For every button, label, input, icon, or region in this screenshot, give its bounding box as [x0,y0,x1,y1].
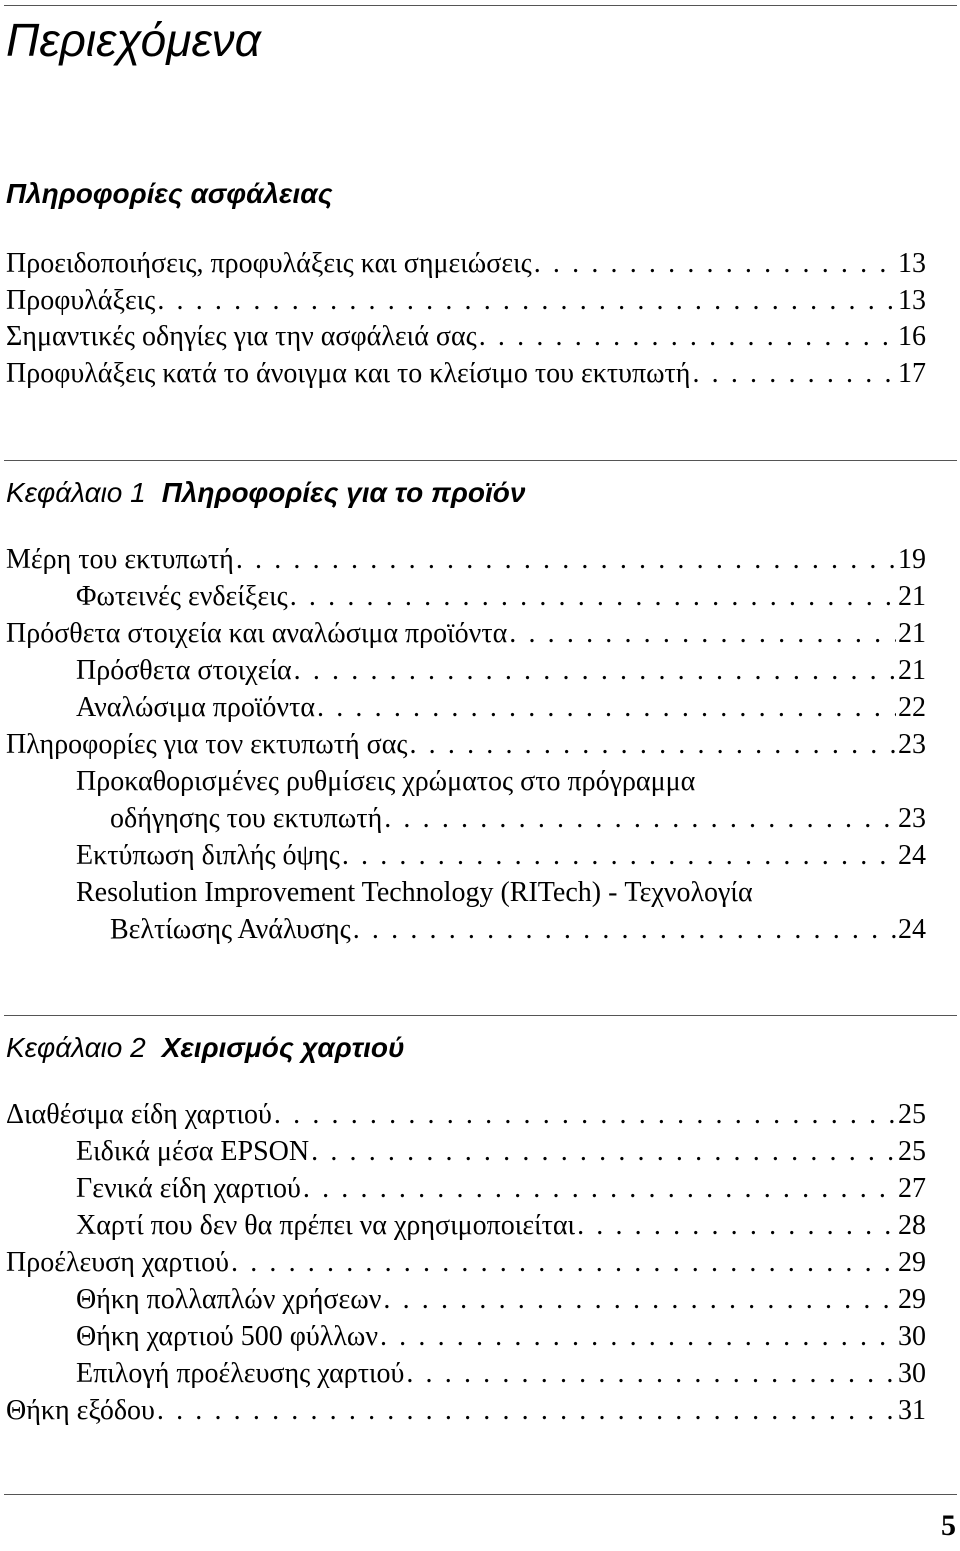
chapter-heading-1 [6,475,525,511]
toc-entry-page: 19 [898,544,926,575]
toc-entry-page: 13 [898,285,926,316]
toc-entry-page: 22 [898,692,926,723]
toc-subentry[interactable] [76,1207,926,1244]
toc-subentry[interactable] [76,652,926,689]
dot-leader [384,800,896,837]
toc-entry-title: Προφυλάξεις κατά το άνοιγμα και το κλείσιμο του εκτυπωτή [6,358,691,389]
toc-subentry-title-line1[interactable]: Resolution Improvement Technology (RITech) - Τεχνολογία [76,877,753,908]
toc-entry-title: Γενικά είδη χαρτιού [76,1173,301,1204]
dot-leader [303,1170,896,1207]
toc-subentry[interactable] [76,1133,926,1170]
toc-entry-page: 24 [898,840,926,871]
toc-subentry[interactable] [76,1318,926,1355]
section-title: Πληροφορίες ασφάλειας [6,178,333,209]
chapter-title: Χειρισμός χαρτιού [161,1032,405,1063]
toc-entry-title: Θήκη πολλαπλών χρήσεων [76,1284,382,1315]
toc-entry-page: 16 [898,321,926,352]
chapter-heading-2 [6,1030,405,1066]
toc-entry-page: 27 [898,1173,926,1204]
toc-entry-title: Φωτεινές ενδείξεις [76,581,288,612]
dot-leader [231,1244,896,1281]
toc-entry-page: 30 [898,1358,926,1389]
dot-leader [692,355,896,392]
toc-entry-title: Πρόσθετα στοιχεία [76,655,292,686]
toc-entry[interactable] [6,318,926,355]
toc-entry-title: Επιλογή προέλευσης χαρτιού [76,1358,405,1389]
toc-entry-page: 29 [898,1284,926,1315]
chapter-label: Κεφάλαιο 1 [6,477,146,508]
toc-entry-title: Χαρτί που δεν θα πρέπει να χρησιμοποιείται [76,1210,576,1241]
dot-leader [479,318,896,355]
dot-leader [290,578,896,615]
toc-entry-page: 30 [898,1321,926,1352]
dot-leader [274,1096,896,1133]
toc-entry-page: 13 [898,248,926,279]
dot-leader [509,615,896,652]
dot-leader [342,837,896,874]
toc-entry-title: Διαθέσιμα είδη χαρτιού [6,1099,272,1130]
toc-entry-page: 23 [898,803,926,834]
toc-entry-page: 29 [898,1247,926,1278]
toc-entry-title: Ειδικά μέσα EPSON [76,1136,310,1167]
toc-entry[interactable] [6,615,926,652]
toc-entry-title: Αναλώσιμα προϊόντα [76,692,316,723]
toc-entry-page: 21 [898,655,926,686]
chapter-rule [4,460,957,461]
toc-entry-title: Πληροφορίες για τον εκτυπωτή σας [6,729,408,760]
toc-subentry[interactable] [76,837,926,874]
toc-entry[interactable] [6,541,926,578]
dot-leader [317,689,896,726]
dot-leader [577,1207,896,1244]
toc-entry-title: Θήκη χαρτιού 500 φύλλων [76,1321,378,1352]
dot-leader [157,1392,896,1429]
toc-entry-title: Πρόσθετα στοιχεία και αναλώσιμα προϊόντα [6,618,508,649]
toc-entry-page: 31 [898,1395,926,1426]
dot-leader [236,541,896,578]
toc-subentry[interactable] [76,578,926,615]
toc-entry-page: 21 [898,618,926,649]
toc-subentry[interactable] [110,800,926,837]
toc-subentry[interactable] [76,1281,926,1318]
toc-subentry[interactable] [76,689,926,726]
toc-subentry[interactable] [110,911,926,948]
toc-entry[interactable] [6,1096,926,1133]
chapter-rule [4,1015,957,1016]
dot-leader [409,726,896,763]
toc-entry[interactable] [6,1244,926,1281]
toc-entry-page: 17 [898,358,926,389]
toc-entry[interactable] [6,245,926,282]
dot-leader [534,245,896,282]
toc-entry-title: Προφυλάξεις [6,285,156,316]
toc-entry-page: 25 [898,1099,926,1130]
toc-entry-title: Βελτίωσης Ανάλυσης [110,914,351,945]
toc-entry[interactable] [6,282,926,319]
toc-subentry-title-line1[interactable]: Προκαθορισμένες ρυθμίσεις χρώματος στο πρόγραμμα [76,766,696,797]
chapter-title: Πληροφορίες για το προϊόν [161,477,526,508]
toc-entry-page: 21 [898,581,926,612]
toc-entry[interactable] [6,355,926,392]
footer-rule [4,1494,957,1495]
toc-entry-page: 28 [898,1210,926,1241]
dot-leader [311,1133,896,1170]
toc-entry-page: 23 [898,729,926,760]
dot-leader [353,911,896,948]
toc-entry-page: 25 [898,1136,926,1167]
toc-entry[interactable] [6,726,926,763]
dot-leader [157,282,896,319]
toc-entry-title: οδήγησης του εκτυπωτή [110,803,383,834]
top-rule [4,5,957,6]
toc-entry-title: Θήκη εξόδου [6,1395,155,1426]
toc-subentry[interactable] [76,1355,926,1392]
section-heading-safety [6,176,332,212]
toc-subentry[interactable] [76,1170,926,1207]
toc-entry-title: Σημαντικές οδηγίες για την ασφάλειά σας [6,321,477,352]
chapter-label: Κεφάλαιο 2 [6,1032,146,1063]
toc-entry[interactable] [6,1392,926,1429]
page-title: Περιεχόμενα [6,14,261,66]
toc-entry-title: Προειδοποιήσεις, προφυλάξεις και σημειώσεις [6,248,532,279]
toc-entry-title: Μέρη του εκτυπωτή [6,544,234,575]
toc-entry-title: Προέλευση χαρτιού [6,1247,229,1278]
dot-leader [380,1318,896,1355]
toc-entry-page: 24 [898,914,926,945]
dot-leader [383,1281,896,1318]
dot-leader [294,652,896,689]
page-number: 5 [941,1509,956,1542]
toc-entry-title: Εκτύπωση διπλής όψης [76,840,340,871]
dot-leader [406,1355,896,1392]
